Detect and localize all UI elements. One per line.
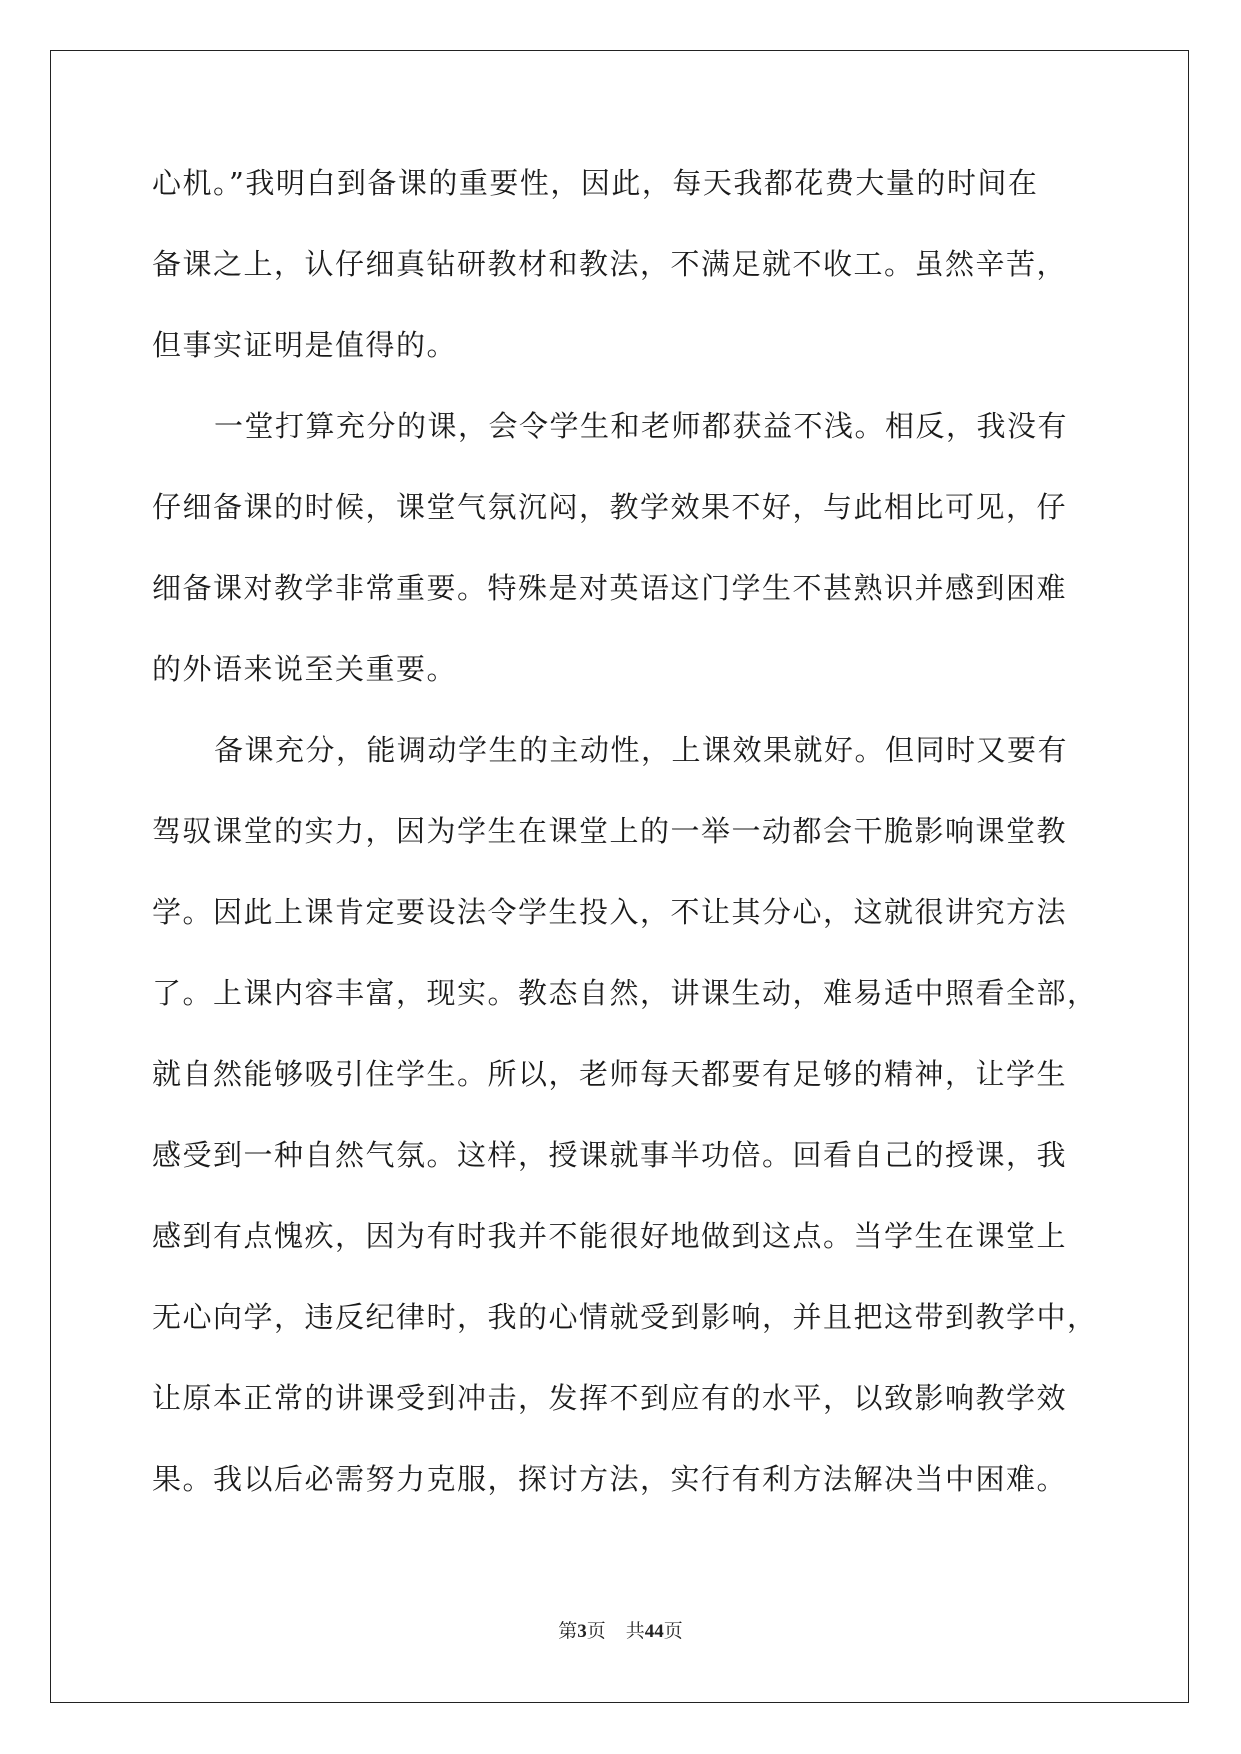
text-line: 备课之上，认仔细真钻研教材和教法，不满足就不收工。虽然辛苦， bbox=[152, 247, 1068, 281]
text-line: 驾驭课堂的实力，因为学生在课堂上的一举一动都会干脆影响课堂教 bbox=[152, 814, 1068, 848]
page-suffix: 页 bbox=[586, 1621, 606, 1642]
text-line: 但事实证明是值得的。 bbox=[152, 328, 458, 362]
paragraph-start-line: 备课充分，能调动学生的主动性，上课效果就好。但同时又要有 bbox=[214, 733, 1069, 767]
page-prefix: 第 bbox=[558, 1621, 578, 1642]
text-line: 果。我以后必需努力克服，探讨方法，实行有利方法解决当中困难。 bbox=[152, 1462, 1068, 1496]
text-line: 的外语来说至关重要。 bbox=[152, 652, 458, 686]
page-footer bbox=[0, 1616, 1241, 1643]
total-pages: 44 bbox=[644, 1621, 664, 1642]
text-line: 无心向学，违反纪律时，我的心情就受到影响，并且把这带到教学中， bbox=[152, 1300, 1098, 1334]
text-line: 让原本正常的讲课受到冲击，发挥不到应有的水平，以致影响教学效 bbox=[152, 1381, 1068, 1415]
text-line: 就自然能够吸引住学生。所以，老师每天都要有足够的精神，让学生 bbox=[152, 1057, 1068, 1091]
text-line: 学。因此上课肯定要设法令学生投入，不让其分心，这就很讲究方法 bbox=[152, 895, 1068, 929]
text-line: 感到有点愧疚，因为有时我并不能很好地做到这点。当学生在课堂上 bbox=[152, 1219, 1068, 1253]
total-prefix: 共 bbox=[625, 1621, 645, 1642]
text-line: 了。上课内容丰富，现实。教态自然，讲课生动，难易适中照看全部， bbox=[152, 976, 1098, 1010]
text-line: 细备课对教学非常重要。特殊是对英语这门学生不甚熟识并感到困难 bbox=[152, 571, 1068, 605]
text-line: 仔细备课的时候，课堂气氛沉闷，教学效果不好，与此相比可见，仔 bbox=[152, 490, 1068, 524]
text-line: 感受到一种自然气氛。这样，授课就事半功倍。回看自己的授课，我 bbox=[152, 1138, 1068, 1172]
document-body bbox=[152, 160, 1098, 1537]
page-number: 3 bbox=[577, 1621, 587, 1642]
paragraph-start-line: 一堂打算充分的课，会令学生和老师都获益不浅。相反，我没有 bbox=[214, 409, 1069, 443]
total-suffix: 页 bbox=[663, 1621, 683, 1642]
text-line: 心机。”我明白到备课的重要性，因此，每天我都花费大量的时间在 bbox=[152, 166, 1039, 200]
